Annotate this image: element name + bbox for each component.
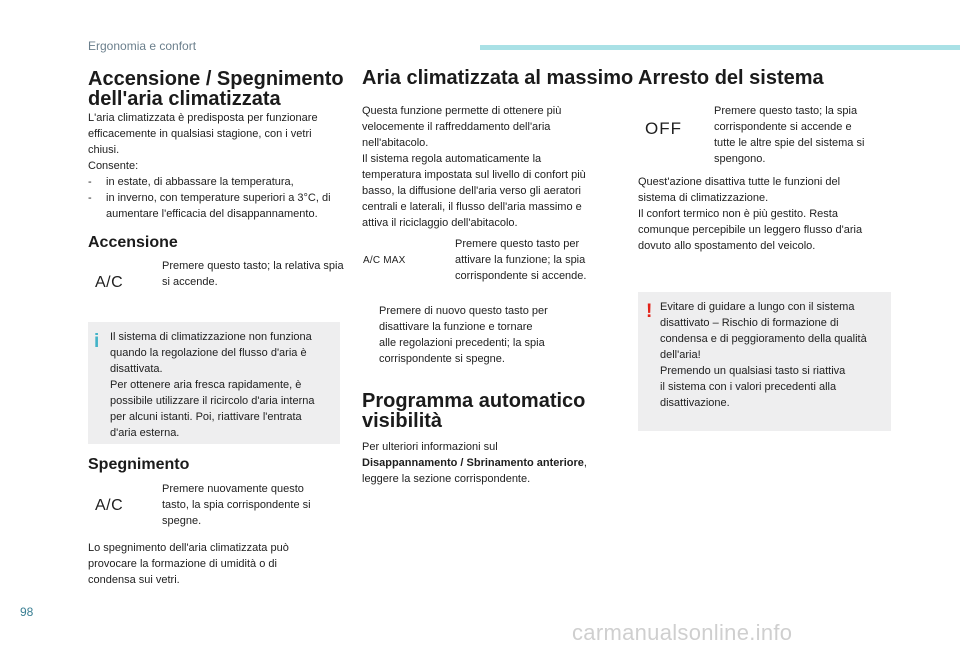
spegnimento-bullet xyxy=(145,481,345,529)
info-line: quando la regolazione del flusso d'aria è xyxy=(110,347,307,359)
info-line: disattivata. xyxy=(110,363,163,375)
col2-intro xyxy=(362,103,624,231)
info-icon: i xyxy=(94,331,100,352)
program-line: Per ulteriori informazioni sul xyxy=(362,441,498,453)
col1-list-item xyxy=(88,190,348,222)
col1-intro-line: efficacemente in qualsiasi stagione, con i vetri xyxy=(88,128,312,140)
program-term: Disappannamento / Sbrinamento anteriore xyxy=(362,457,584,469)
bullet-text: Premere questo tasto; la relativa spia si accende. xyxy=(162,260,344,288)
col1-title-wrap xyxy=(88,69,348,109)
bullet-text-line: spegne. xyxy=(162,515,202,527)
col2-intro-line: temperatura impostata sul livello di confort più xyxy=(362,169,586,181)
col2-intro-line: basso, la diffusione dell'aria verso gli aeratori xyxy=(362,185,581,197)
closing-line: condensa sui vetri. xyxy=(88,574,180,586)
bullet-text-line: corrispondente si spegne. xyxy=(379,353,505,365)
col2-intro-line: centrali e laterali, il flusso dell'aria massimo e xyxy=(362,201,582,213)
off-bullet xyxy=(697,103,887,167)
list-item-text: in inverno, con temperature superiori a 3°C, di aumentare l'efficacia del disappannamento. xyxy=(106,192,331,220)
warning-line: il sistema con i valori precedenti alla xyxy=(660,381,837,393)
off-button-label: OFF xyxy=(645,119,682,138)
warning-box xyxy=(638,292,891,431)
col3-body-line: comunque percepibile un leggero flusso d'aria xyxy=(638,224,863,236)
program-title-line: visibilità xyxy=(362,410,443,432)
closing-line: Lo spegnimento dell'aria climatizzata può xyxy=(88,542,289,554)
accensione-bullet xyxy=(145,258,345,290)
bullet-text-line: disattivare la funzione e tornare xyxy=(379,321,533,333)
bullet-text-line: Premere questo tasto per xyxy=(455,238,580,250)
warning-line: disattivazione. xyxy=(660,397,730,409)
dash-marker: - xyxy=(88,192,92,204)
info-line: Per ottenere aria fresca rapidamente, è xyxy=(110,379,302,391)
program-line: leggere la sezione corrispondente. xyxy=(362,473,531,485)
bullet-text-line: Premere nuovamente questo xyxy=(162,483,304,495)
header-accent-bar xyxy=(480,45,960,50)
accensione-heading: Accensione xyxy=(88,234,178,251)
col2-intro-line: Questa funzione permette di ottenere più xyxy=(362,105,562,117)
col1-intro-line: Consente: xyxy=(88,160,139,172)
bullet-text-line: spengono. xyxy=(714,153,766,165)
col2-title: Aria climatizzata al massimo xyxy=(362,67,634,89)
col2-intro-line: Il sistema regola automaticamente la xyxy=(362,153,542,165)
bullet-text-line: corrispondente si accende e xyxy=(714,121,852,133)
bullet-text-line: attivare la funzione; la spia xyxy=(455,254,586,266)
warning-line: disattivato – Rischio di formazione di xyxy=(660,317,839,329)
warning-line: Premendo un qualsiasi tasto si riattiva xyxy=(660,365,846,377)
ac-max-button-label: A/C MAX xyxy=(363,255,406,266)
ac-button-label: A/C xyxy=(95,497,124,514)
bullet-text-line: Premere questo tasto; la spia xyxy=(714,105,858,117)
spegnimento-heading: Spegnimento xyxy=(88,456,190,473)
col1-intro xyxy=(88,110,348,222)
page-number: 98 xyxy=(20,605,34,619)
info-text xyxy=(110,329,338,441)
info-line: Il sistema di climatizzazione non funziona xyxy=(110,331,312,343)
col3-body-line: dovuto allo spostamento del veicolo. xyxy=(638,240,816,252)
watermark: carmanualsonline.info xyxy=(572,620,793,645)
bullet-text-line: Premere di nuovo questo tasto per xyxy=(379,305,548,317)
ac-button-label: A/C xyxy=(95,274,124,291)
program-comma: , xyxy=(583,457,587,469)
dash-marker: - xyxy=(88,176,92,188)
col3-body-line: Il confort termico non è più gestito. Resta xyxy=(638,208,838,220)
program-title xyxy=(362,391,624,431)
col1-list-item xyxy=(88,174,348,190)
section-label: Ergonomia e confort xyxy=(88,39,197,53)
warning-line: condensa e di peggioramento della qualità xyxy=(660,333,867,345)
col2-intro-line: nell'abitacolo. xyxy=(362,137,429,149)
bullet-text-line: tutte le altre spie del sistema si xyxy=(714,137,865,149)
info-box xyxy=(88,322,340,444)
ac-max-bullet-2 xyxy=(362,303,612,367)
warning-line: Evitare di guidare a lungo con il sistema xyxy=(660,301,855,313)
program-text xyxy=(362,439,632,487)
bullet-text-line: tasto, la spia corrispondente si xyxy=(162,499,311,511)
col1-intro-line: chiusi. xyxy=(88,144,120,156)
ac-max-bullet xyxy=(438,236,628,284)
col1-title: Accensione / Spegnimento dell'aria climatizzata xyxy=(88,68,344,110)
col1-intro-line: L'aria climatizzata è predisposta per funzionare xyxy=(88,112,318,124)
col3-body xyxy=(638,174,898,254)
col3-body-line: sistema di climatizzazione. xyxy=(638,192,769,204)
info-line: per alcuni istanti. Poi, riattivare l'entrata xyxy=(110,411,302,423)
col1-closing xyxy=(88,540,348,588)
warning-line: dell'aria! xyxy=(660,349,701,361)
col3-title: Arresto del sistema xyxy=(638,67,824,89)
warning-icon: ! xyxy=(646,301,653,322)
list-item-text: in estate, di abbassare la temperatura, xyxy=(106,176,294,188)
col2-intro-line: velocemente il raffreddamento dell'aria xyxy=(362,121,551,133)
info-line: possibile utilizzare il ricircolo d'aria interna xyxy=(110,395,315,407)
closing-line: provocare la formazione di umidità o di xyxy=(88,558,277,570)
bullet-text-line: corrispondente si accende. xyxy=(455,270,587,282)
program-line xyxy=(362,455,632,471)
warning-text xyxy=(660,299,890,411)
col2-intro-line: attiva il riciclaggio dell'abitacolo. xyxy=(362,217,518,229)
col3-body-line: Quest'azione disattiva tutte le funzioni del xyxy=(638,176,841,188)
bullet-text-line: alle regolazioni precedenti; la spia xyxy=(379,337,545,349)
program-title-line: Programma automatico xyxy=(362,390,586,412)
info-line: d'aria esterna. xyxy=(110,427,180,439)
